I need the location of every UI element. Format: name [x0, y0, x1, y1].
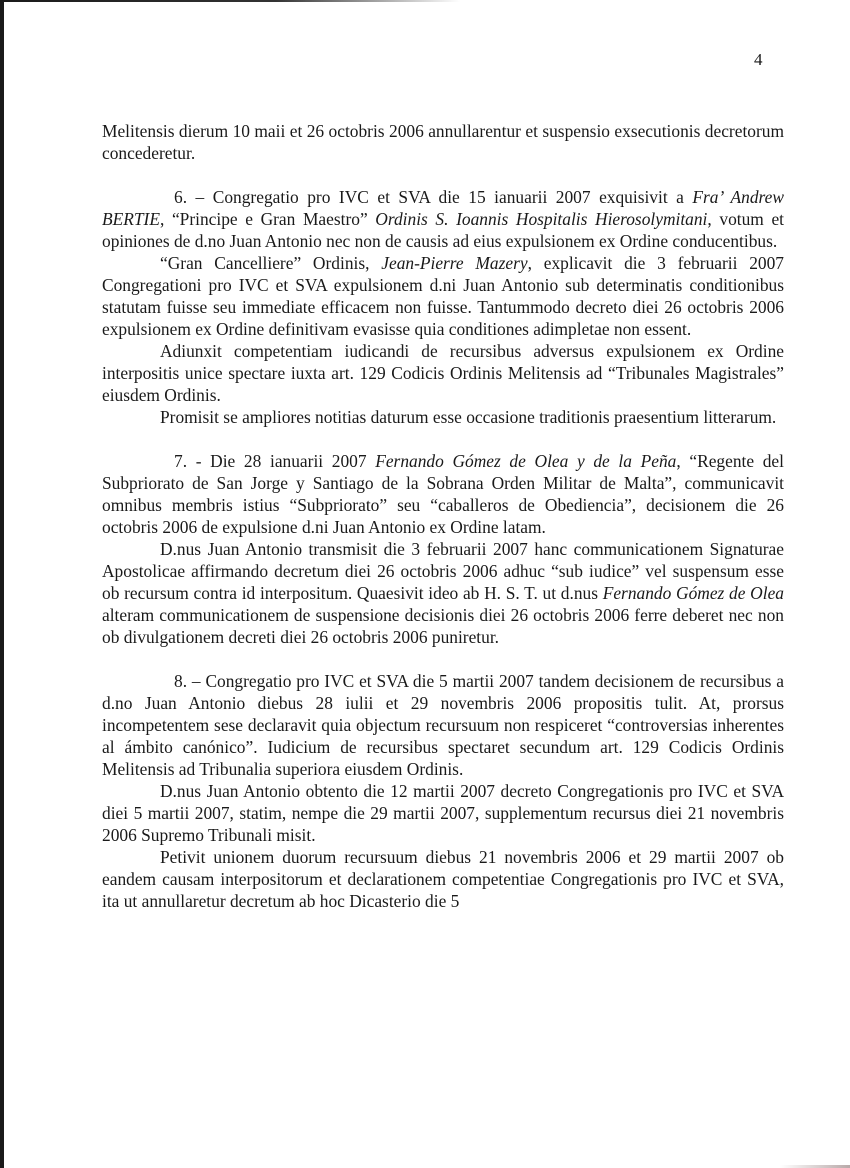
paragraph-transmission: D.nus Juan Antonio transmisit die 3 februarii 2007 hanc communicationem Signaturae Apostolicae affirmando decretum diei 26 octobris 2006 adhuc “sub iudice” vel suspensum esse ob recursum contra id interpositum. Quaesivit ideo ab H. S. T. ut d.nus Fernando Gómez de Olea alteram communicationem de suspensione decisionis diei 26 octobris 2006 ferre deberet nec non ob divulgationem decreti diei 26 octobris 2006 puniretur.	[102, 539, 784, 647]
person-name: Fernando Gómez de Olea	[602, 583, 784, 603]
paragraph-chancellor: “Gran Cancelliere” Ordinis, Jean-Pierre Mazery, explicavit die 3 februarii 2007 Congregationi pro IVC et SVA expulsionem d.ni Juan Antonio sub determinatis conditionibus statutam fuisse seu immediate efficacem non fuisse. Tantummodo decreto diei 26 octobris 2006 expulsionem ex Ordine definitivam evasisse quia conditiones adimpletae non essent.	[102, 253, 784, 339]
paragraph-section-8: 8. – Congregatio pro IVC et SVA die 5 martii 2007 tandem decisionem de recursibus a d.no Juan Antonio diebus 28 iulii et 29 novembris 2006 propositis tulit. At, prorsus incompetentem sese declaravit quia objectum recursuum non respiceret “controversias inherentes al ámbito canónico”. Iudicium de recursibus spectaret secundum art. 129 Codicis Ordinis Melitensis ad Tribunalia superiora eiusdem Ordinis.	[102, 671, 784, 779]
paragraph-section-7: 7. - Die 28 ianuarii 2007 Fernando Gómez de Olea y de la Peña, “Regente del Subpriorato de San Jorge y Santiago de la Sobrana Orden Militar de Malta”, communicavit omnibus membris istius “Subpriorato” seu “caballeros de Obediencia”, decisionem die 26 octobris 2006 de expulsione d.ni Juan Antonio ex Ordine latam.	[102, 451, 784, 537]
person-name: Fernando Gómez de Olea y de la Peña	[375, 451, 677, 471]
paragraph-promise: Promisit se ampliores notitias daturum esse occasione traditionis praesentium litterarum.	[160, 407, 777, 427]
paragraph-continuation: Melitensis dierum 10 maii et 26 octobris 2006 annullarentur et suspensio exsecutionis decretorum concederetur.	[102, 121, 784, 163]
scan-border-top	[0, 0, 460, 2]
order-name: Ordinis S. Ioannis Hospitalis Hierosolymitani	[375, 209, 708, 229]
page-number: 4	[754, 50, 763, 69]
paragraph-petition: Petivit unionem duorum recursuum diebus 21 novembris 2006 et 29 martii 2007 ob eandem causam interpositorum et declarationem competentiae Congregationis pro IVC et SVA, ita ut annullaretur decretum ab hoc Dicasterio die 5	[102, 847, 784, 911]
paragraph-competence: Adiunxit competentiam iudicandi de recursibus adversus expulsionem ex Ordine interpositis unice spectare iuxta art. 129 Codicis Ordinis Melitensis ad “Tribunales Magistrales” eiusdem Ordinis.	[102, 341, 784, 405]
paragraph-supplement: D.nus Juan Antonio obtento die 12 martii 2007 decreto Congregationis pro IVC et SVA diei 5 martii 2007, statim, nempe die 29 martii 2007, supplementum recursus diei 21 novembris 2006 Supremo Tribunali misit.	[102, 781, 784, 845]
paragraph-section-6: 6. – Congregatio pro IVC et SVA die 15 ianuarii 2007 exquisivit a Fra’ Andrew BERTIE, “Principe e Gran Maestro” Ordinis S. Ioannis Hospitalis Hierosolymitani, votum et opiniones de d.no Juan Antonio nec non de causis ad eius expulsionem ex Ordine conducentibus.	[102, 187, 785, 251]
person-name: Fra’ Andrew BERTIE	[102, 187, 785, 229]
person-name: Jean-Pierre Mazery	[381, 253, 528, 273]
document-body	[102, 120, 784, 912]
scan-border-left	[0, 0, 4, 1168]
